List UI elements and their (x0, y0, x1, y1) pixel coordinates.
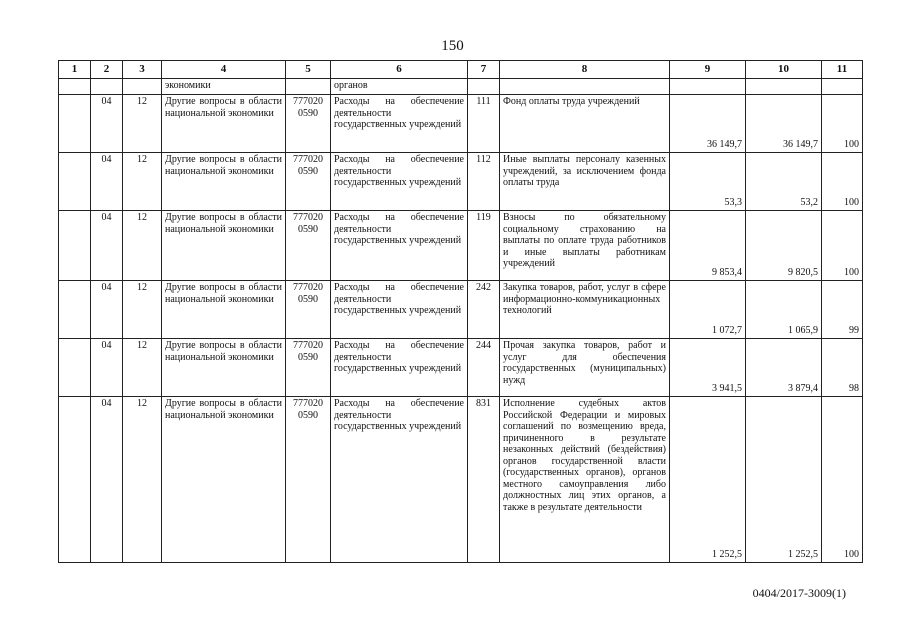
cell-target-name: Расходы на обеспечение деятельности государственных учреждений (331, 211, 468, 281)
cell-expense-code: 112 (468, 153, 500, 211)
cell-target-name: Расходы на обеспечение деятельности государственных учреждений (331, 153, 468, 211)
cell-subsection: 12 (123, 339, 162, 397)
header-col-7: 7 (468, 61, 500, 79)
cell-section: 04 (91, 281, 123, 339)
cell-section: 04 (91, 95, 123, 153)
cell-section-name: Другие вопросы в области национальной экономики (162, 281, 286, 339)
header-col-3: 3 (123, 61, 162, 79)
table-row (59, 211, 863, 281)
cell-subsection: 12 (123, 281, 162, 339)
cell-expense-name: Взносы по обязательному социальному страхованию на выплаты по оплате труда работников и иные выплаты работникам учреждений (500, 211, 670, 281)
cell-planned: 1 252,5 (670, 397, 746, 563)
cell-executed: 1 252,5 (746, 397, 822, 563)
continuation-row (59, 79, 863, 95)
cell-target-name: Расходы на обеспечение деятельности государственных учреждений (331, 397, 468, 563)
page-number: 150 (441, 38, 464, 54)
header-col-4: 4 (162, 61, 286, 79)
cell-target-code: 777020 0590 (286, 397, 331, 563)
cell-percent: 99 (822, 281, 863, 339)
cell-subsection: 12 (123, 95, 162, 153)
header-row (59, 61, 863, 79)
cell-target-name: Расходы на обеспечение деятельности государственных учреждений (331, 339, 468, 397)
cell-planned: 9 853,4 (670, 211, 746, 281)
cell-target-name: Расходы на обеспечение деятельности государственных учреждений (331, 281, 468, 339)
table-row (59, 95, 863, 153)
cell-target-code: 777020 0590 (286, 153, 331, 211)
cell-executed: 9 820,5 (746, 211, 822, 281)
cell-subsection: 12 (123, 397, 162, 563)
cell-expense-code: 831 (468, 397, 500, 563)
header-col-6: 6 (331, 61, 468, 79)
cell-expense-code: 111 (468, 95, 500, 153)
cell-planned: 3 941,5 (670, 339, 746, 397)
table-row (59, 339, 863, 397)
cell-percent: 100 (822, 95, 863, 153)
cell-section: 04 (91, 211, 123, 281)
continuation-col4: экономики (162, 79, 286, 95)
table-row (59, 153, 863, 211)
header-col-10: 10 (746, 61, 822, 79)
cell-percent: 100 (822, 211, 863, 281)
cell-section: 04 (91, 339, 123, 397)
header-col-9: 9 (670, 61, 746, 79)
cell-section-name: Другие вопросы в области национальной экономики (162, 339, 286, 397)
cell-executed: 3 879,4 (746, 339, 822, 397)
cell-section-name: Другие вопросы в области национальной экономики (162, 153, 286, 211)
cell-expense-code: 119 (468, 211, 500, 281)
cell-planned: 53,3 (670, 153, 746, 211)
cell-target-code: 777020 0590 (286, 95, 331, 153)
cell-planned: 36 149,7 (670, 95, 746, 153)
cell-percent: 100 (822, 397, 863, 563)
cell-expense-name: Фонд оплаты труда учреждений (500, 95, 670, 153)
table-row (59, 397, 863, 563)
budget-table (58, 60, 863, 563)
cell-expense-name: Закупка товаров, работ, услуг в сфере информационно-коммуникационных технологий (500, 281, 670, 339)
cell-target-name: Расходы на обеспечение деятельности государственных учреждений (331, 95, 468, 153)
header-col-11: 11 (822, 61, 863, 79)
cell-subsection: 12 (123, 153, 162, 211)
cell-target-code: 777020 0590 (286, 211, 331, 281)
cell-executed: 36 149,7 (746, 95, 822, 153)
cell-subsection: 12 (123, 211, 162, 281)
cell-expense-code: 242 (468, 281, 500, 339)
header-col-8: 8 (500, 61, 670, 79)
cell-section-name: Другие вопросы в области национальной экономики (162, 211, 286, 281)
document-code: 0404/2017-3009(1) (752, 586, 846, 600)
cell-executed: 53,2 (746, 153, 822, 211)
cell-percent: 100 (822, 153, 863, 211)
cell-expense-name: Иные выплаты персоналу казенных учреждений, за исключением фонда оплаты труда (500, 153, 670, 211)
cell-section: 04 (91, 397, 123, 563)
continuation-col6: органов (331, 79, 468, 95)
cell-expense-name: Прочая закупка товаров, работ и услуг для обеспечения государственных (муниципальных) нужд (500, 339, 670, 397)
cell-section-name: Другие вопросы в области национальной экономики (162, 95, 286, 153)
cell-planned: 1 072,7 (670, 281, 746, 339)
header-col-2: 2 (91, 61, 123, 79)
cell-expense-code: 244 (468, 339, 500, 397)
cell-target-code: 777020 0590 (286, 281, 331, 339)
cell-section: 04 (91, 153, 123, 211)
cell-section-name: Другие вопросы в области национальной экономики (162, 397, 286, 563)
cell-target-code: 777020 0590 (286, 339, 331, 397)
header-col-1: 1 (59, 61, 91, 79)
cell-expense-name: Исполнение судебных актов Российской Федерации и мировых соглашений по возмещению вреда, причиненного в результате незаконных действий (бездействия) органов государственной власти (государственных органов), органов местного самоуправления либо должностных лиц этих органов, а также в результате деятельности (500, 397, 670, 563)
table-row (59, 281, 863, 339)
cell-executed: 1 065,9 (746, 281, 822, 339)
header-col-5: 5 (286, 61, 331, 79)
cell-percent: 98 (822, 339, 863, 397)
